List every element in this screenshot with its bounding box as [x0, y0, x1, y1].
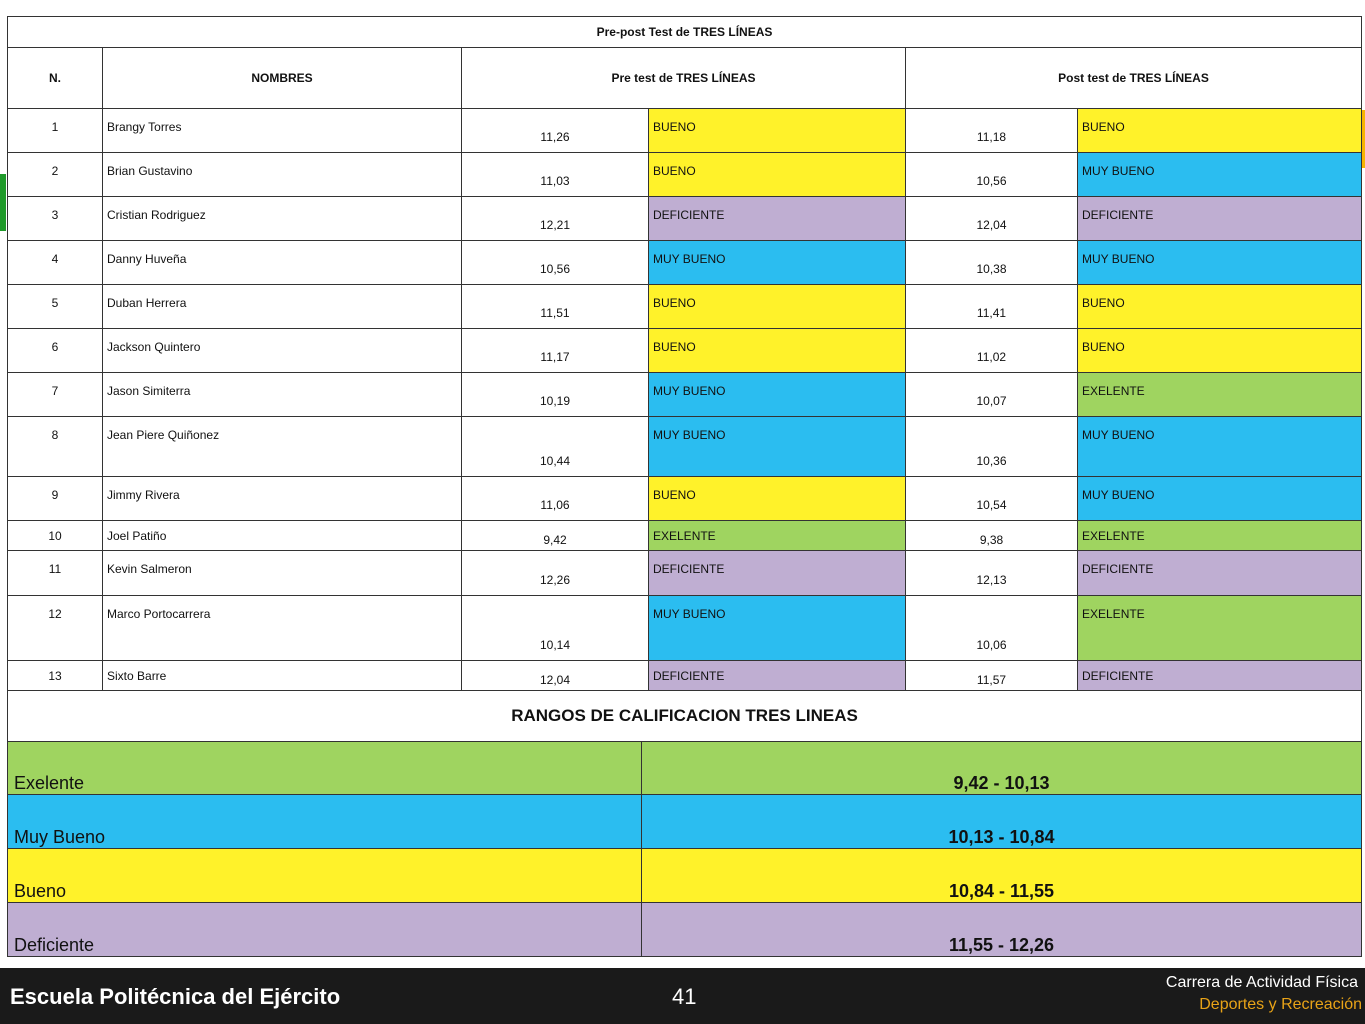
footer-bar — [0, 968, 1365, 1024]
posttest-category: BUENO — [1078, 109, 1362, 153]
row-number: 8 — [8, 417, 103, 477]
table-row — [8, 197, 1362, 241]
pretest-category: MUY BUENO — [649, 373, 906, 417]
pretest-category: BUENO — [649, 153, 906, 197]
posttest-category: DEFICIENTE — [1078, 661, 1362, 691]
page-number: 41 — [672, 984, 697, 1009]
pretest-value: 11,06 — [462, 477, 649, 521]
row-number: 11 — [8, 551, 103, 596]
table-row — [8, 285, 1362, 329]
ranges-title: RANGOS DE CALIFICACION TRES LINEAS — [8, 691, 1362, 742]
pretest-category: BUENO — [649, 109, 906, 153]
posttest-value: 10,36 — [906, 417, 1078, 477]
pretest-category: MUY BUENO — [649, 596, 906, 661]
student-name: Brangy Torres — [103, 109, 462, 153]
row-number: 13 — [8, 661, 103, 691]
header-posttest: Post test de TRES LÍNEAS — [906, 48, 1362, 109]
posttest-category: DEFICIENTE — [1078, 551, 1362, 596]
table-row — [8, 373, 1362, 417]
posttest-value: 10,07 — [906, 373, 1078, 417]
header-names: NOMBRES — [103, 48, 462, 109]
range-label: Bueno — [8, 849, 642, 903]
student-name: Kevin Salmeron — [103, 551, 462, 596]
row-number: 7 — [8, 373, 103, 417]
posttest-value: 10,38 — [906, 241, 1078, 285]
posttest-value: 11,18 — [906, 109, 1078, 153]
pretest-value: 11,03 — [462, 153, 649, 197]
table-row — [8, 417, 1362, 477]
pretest-category: EXELENTE — [649, 521, 906, 551]
table-row — [8, 477, 1362, 521]
posttest-value: 10,06 — [906, 596, 1078, 661]
posttest-category: MUY BUENO — [1078, 477, 1362, 521]
posttest-category: EXELENTE — [1078, 373, 1362, 417]
student-name: Brian Gustavino — [103, 153, 462, 197]
pretest-category: BUENO — [649, 285, 906, 329]
school-name: Escuela Politécnica del Ejército — [10, 984, 341, 1009]
posttest-value: 9,38 — [906, 521, 1078, 551]
pretest-category: MUY BUENO — [649, 417, 906, 477]
range-row — [8, 849, 1362, 903]
student-name: Joel Patiño — [103, 521, 462, 551]
posttest-value: 11,02 — [906, 329, 1078, 373]
pretest-value: 12,26 — [462, 551, 649, 596]
range-label: Exelente — [8, 742, 642, 795]
career-line-2: Deportes y Recreación — [1199, 996, 1362, 1013]
row-number: 5 — [8, 285, 103, 329]
results-sheet — [7, 16, 1361, 957]
pretest-category: DEFICIENTE — [649, 551, 906, 596]
pretest-category: DEFICIENTE — [649, 661, 906, 691]
row-number: 6 — [8, 329, 103, 373]
posttest-value: 10,56 — [906, 153, 1078, 197]
pretest-value: 11,26 — [462, 109, 649, 153]
posttest-category: BUENO — [1078, 285, 1362, 329]
career-line-1: Carrera de Actividad Física — [1165, 974, 1358, 991]
pretest-value: 10,56 — [462, 241, 649, 285]
table-body — [8, 109, 1362, 691]
table-row — [8, 596, 1362, 661]
student-name: Duban Herrera — [103, 285, 462, 329]
row-number: 12 — [8, 596, 103, 661]
ranges-table — [7, 690, 1362, 957]
pretest-value: 10,14 — [462, 596, 649, 661]
pretest-category: MUY BUENO — [649, 241, 906, 285]
posttest-value: 10,54 — [906, 477, 1078, 521]
pretest-value: 10,44 — [462, 417, 649, 477]
row-number: 3 — [8, 197, 103, 241]
range-value: 10,13 - 10,84 — [642, 795, 1362, 849]
pretest-category: BUENO — [649, 329, 906, 373]
range-label: Deficiente — [8, 903, 642, 957]
pretest-category: BUENO — [649, 477, 906, 521]
range-row — [8, 795, 1362, 849]
student-name: Sixto Barre — [103, 661, 462, 691]
posttest-value: 12,13 — [906, 551, 1078, 596]
student-name: Danny Huveña — [103, 241, 462, 285]
table-row — [8, 109, 1362, 153]
pretest-value: 11,51 — [462, 285, 649, 329]
row-number: 4 — [8, 241, 103, 285]
student-name: Marco Portocarrera — [103, 596, 462, 661]
student-name: Jimmy Rivera — [103, 477, 462, 521]
header-pretest: Pre test de TRES LÍNEAS — [462, 48, 906, 109]
table-row — [8, 551, 1362, 596]
posttest-category: EXELENTE — [1078, 521, 1362, 551]
row-number: 10 — [8, 521, 103, 551]
student-name: Jean Piere Quiñonez — [103, 417, 462, 477]
posttest-value: 12,04 — [906, 197, 1078, 241]
range-row — [8, 903, 1362, 957]
posttest-category: DEFICIENTE — [1078, 197, 1362, 241]
student-name: Jackson Quintero — [103, 329, 462, 373]
pretest-value: 9,42 — [462, 521, 649, 551]
range-label: Muy Bueno — [8, 795, 642, 849]
pretest-value: 12,04 — [462, 661, 649, 691]
table-row — [8, 521, 1362, 551]
table-title: Pre-post Test de TRES LÍNEAS — [8, 17, 1362, 48]
left-accent-bar — [0, 174, 6, 231]
row-number: 2 — [8, 153, 103, 197]
student-name: Jason Simiterra — [103, 373, 462, 417]
table-row — [8, 153, 1362, 197]
posttest-category: MUY BUENO — [1078, 153, 1362, 197]
row-number: 1 — [8, 109, 103, 153]
pretest-value: 10,19 — [462, 373, 649, 417]
pretest-value: 12,21 — [462, 197, 649, 241]
posttest-category: MUY BUENO — [1078, 241, 1362, 285]
row-number: 9 — [8, 477, 103, 521]
pretest-category: DEFICIENTE — [649, 197, 906, 241]
posttest-value: 11,57 — [906, 661, 1078, 691]
range-value: 10,84 - 11,55 — [642, 849, 1362, 903]
posttest-category: MUY BUENO — [1078, 417, 1362, 477]
header-number: N. — [8, 48, 103, 109]
table-row — [8, 329, 1362, 373]
pre-post-table — [7, 16, 1362, 691]
table-row — [8, 661, 1362, 691]
posttest-category: EXELENTE — [1078, 596, 1362, 661]
range-row — [8, 742, 1362, 795]
student-name: Cristian Rodriguez — [103, 197, 462, 241]
table-row — [8, 241, 1362, 285]
range-value: 9,42 - 10,13 — [642, 742, 1362, 795]
posttest-value: 11,41 — [906, 285, 1078, 329]
pretest-value: 11,17 — [462, 329, 649, 373]
range-value: 11,55 - 12,26 — [642, 903, 1362, 957]
posttest-category: BUENO — [1078, 329, 1362, 373]
